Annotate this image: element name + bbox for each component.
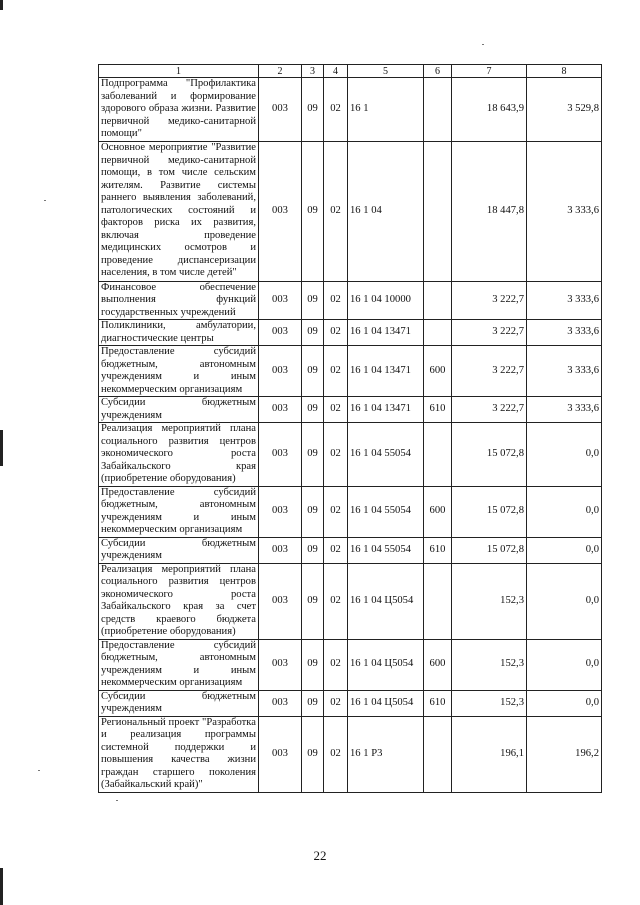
cell-ved: 003 xyxy=(259,716,302,792)
cell-rz: 09 xyxy=(302,639,324,690)
cell-csr: 16 1 xyxy=(348,78,424,142)
cell-sum-2: 0,0 xyxy=(527,690,602,716)
cell-vr: 600 xyxy=(424,486,452,537)
cell-sum-2: 3 333,6 xyxy=(527,397,602,423)
cell-vr xyxy=(424,141,452,281)
cell-pr: 02 xyxy=(324,346,348,397)
table-row xyxy=(99,423,602,487)
cell-pr: 02 xyxy=(324,690,348,716)
cell-sum-1: 152,3 xyxy=(452,690,527,716)
cell-ved: 003 xyxy=(259,141,302,281)
cell-vr: 610 xyxy=(424,537,452,563)
cell-pr: 02 xyxy=(324,563,348,639)
cell-rz: 09 xyxy=(302,78,324,142)
cell-pr: 02 xyxy=(324,397,348,423)
cell-rz: 09 xyxy=(302,320,324,346)
cell-csr: 16 1 04 Ц5054 xyxy=(348,690,424,716)
cell-vr xyxy=(424,78,452,142)
cell-vr xyxy=(424,716,452,792)
cell-ved: 003 xyxy=(259,397,302,423)
budget-table xyxy=(98,64,602,793)
cell-pr: 02 xyxy=(324,716,348,792)
table-row xyxy=(99,537,602,563)
cell-sum-1: 3 222,7 xyxy=(452,320,527,346)
cell-pr: 02 xyxy=(324,639,348,690)
cell-csr: 16 1 04 55054 xyxy=(348,423,424,487)
cell-vr: 600 xyxy=(424,346,452,397)
cell-ved: 003 xyxy=(259,486,302,537)
row-name: Основное мероприятие "Развитие первичной медико-санитарной помощи, в том числе сельским жителям. Развитие системы раннего выявления заболеваний, патологических состояний и факторов риска их развития, включая проведение медицинских осмотров и проведение диспансеризации населения, в том числе детей" xyxy=(99,141,259,281)
cell-pr: 02 xyxy=(324,537,348,563)
row-name: Реализация мероприятий плана социального развития центров экономического роста Забайкальского края (приобретение оборудования) xyxy=(99,423,259,487)
row-name: Финансовое обеспечение выполнения функций государственных учреждений xyxy=(99,281,259,320)
row-name: Субсидии бюджетным учреждениям xyxy=(99,397,259,423)
cell-sum-1: 15 072,8 xyxy=(452,486,527,537)
row-name: Реализация мероприятий плана социального развития центров экономического роста Забайкальского края за счет средств краевого бюджета (приобретение оборудования) xyxy=(99,563,259,639)
header-row xyxy=(99,65,602,78)
cell-csr: 16 1 04 13471 xyxy=(348,346,424,397)
cell-csr: 16 1 04 10000 xyxy=(348,281,424,320)
cell-rz: 09 xyxy=(302,423,324,487)
table-row xyxy=(99,639,602,690)
cell-sum-2: 3 333,6 xyxy=(527,346,602,397)
cell-pr: 02 xyxy=(324,78,348,142)
cell-rz: 09 xyxy=(302,563,324,639)
header-col-4: 4 xyxy=(324,65,348,78)
cell-csr: 16 1 P3 xyxy=(348,716,424,792)
cell-ved: 003 xyxy=(259,281,302,320)
cell-vr xyxy=(424,563,452,639)
table-row xyxy=(99,397,602,423)
cell-sum-2: 0,0 xyxy=(527,423,602,487)
cell-vr: 610 xyxy=(424,690,452,716)
cell-sum-1: 3 222,7 xyxy=(452,346,527,397)
scan-speck xyxy=(44,200,46,201)
scan-speck xyxy=(116,800,118,801)
cell-pr: 02 xyxy=(324,320,348,346)
page-number: 22 xyxy=(313,848,327,863)
cell-vr xyxy=(424,423,452,487)
cell-csr: 16 1 04 Ц5054 xyxy=(348,563,424,639)
cell-ved: 003 xyxy=(259,639,302,690)
cell-ved: 003 xyxy=(259,690,302,716)
cell-csr: 16 1 04 xyxy=(348,141,424,281)
cell-pr: 02 xyxy=(324,423,348,487)
cell-csr: 16 1 04 13471 xyxy=(348,397,424,423)
cell-ved: 003 xyxy=(259,320,302,346)
row-name: Предоставление субсидий бюджетным, автономным учреждениям и иным некоммерческим организациям xyxy=(99,486,259,537)
cell-rz: 09 xyxy=(302,346,324,397)
table-row xyxy=(99,281,602,320)
cell-sum-2: 0,0 xyxy=(527,537,602,563)
cell-ved: 003 xyxy=(259,78,302,142)
cell-sum-1: 196,1 xyxy=(452,716,527,792)
cell-sum-1: 18 447,8 xyxy=(452,141,527,281)
table-row xyxy=(99,78,602,142)
cell-ved: 003 xyxy=(259,346,302,397)
cell-sum-2: 196,2 xyxy=(527,716,602,792)
cell-sum-1: 15 072,8 xyxy=(452,423,527,487)
cell-sum-2: 3 333,6 xyxy=(527,141,602,281)
header-col-3: 3 xyxy=(302,65,324,78)
cell-sum-1: 152,3 xyxy=(452,563,527,639)
scan-speck xyxy=(38,770,40,771)
cell-rz: 09 xyxy=(302,141,324,281)
header-col-7: 7 xyxy=(452,65,527,78)
header-col-1: 1 xyxy=(99,65,259,78)
cell-ved: 003 xyxy=(259,423,302,487)
cell-pr: 02 xyxy=(324,486,348,537)
table-row xyxy=(99,690,602,716)
cell-vr: 600 xyxy=(424,639,452,690)
cell-rz: 09 xyxy=(302,281,324,320)
table-row xyxy=(99,563,602,639)
cell-csr: 16 1 04 Ц5054 xyxy=(348,639,424,690)
cell-sum-1: 3 222,7 xyxy=(452,397,527,423)
cell-sum-2: 0,0 xyxy=(527,639,602,690)
cell-rz: 09 xyxy=(302,397,324,423)
row-name: Субсидии бюджетным учреждениям xyxy=(99,537,259,563)
cell-rz: 09 xyxy=(302,486,324,537)
cell-ved: 003 xyxy=(259,537,302,563)
cell-sum-1: 15 072,8 xyxy=(452,537,527,563)
cell-vr xyxy=(424,320,452,346)
row-name: Предоставление субсидий бюджетным, автономным учреждениям и иным некоммерческим организациям xyxy=(99,639,259,690)
scan-border-marks xyxy=(0,0,4,905)
table-row xyxy=(99,346,602,397)
cell-sum-2: 0,0 xyxy=(527,486,602,537)
row-name: Подпрограмма "Профилактика заболеваний и формирование здорового образа жизни. Развитие первичной медико-санитарной помощи" xyxy=(99,78,259,142)
row-name: Поликлиники, амбулатории, диагностические центры xyxy=(99,320,259,346)
header-col-8: 8 xyxy=(527,65,602,78)
cell-vr xyxy=(424,281,452,320)
cell-sum-2: 3 333,6 xyxy=(527,320,602,346)
row-name: Региональный проект "Разработка и реализация программы системной поддержки и повышения качества жизни граждан старшего поколения (Забайкальский край)" xyxy=(99,716,259,792)
cell-sum-1: 152,3 xyxy=(452,639,527,690)
cell-rz: 09 xyxy=(302,716,324,792)
cell-sum-1: 18 643,9 xyxy=(452,78,527,142)
cell-ved: 003 xyxy=(259,563,302,639)
table-row xyxy=(99,141,602,281)
cell-pr: 02 xyxy=(324,281,348,320)
table-row xyxy=(99,320,602,346)
row-name: Предоставление субсидий бюджетным, автономным учреждениям и иным некоммерческим организациям xyxy=(99,346,259,397)
cell-rz: 09 xyxy=(302,537,324,563)
cell-sum-2: 3 333,6 xyxy=(527,281,602,320)
header-col-6: 6 xyxy=(424,65,452,78)
header-col-5: 5 xyxy=(348,65,424,78)
cell-pr: 02 xyxy=(324,141,348,281)
scan-speck xyxy=(482,44,484,45)
cell-csr: 16 1 04 13471 xyxy=(348,320,424,346)
table-row xyxy=(99,716,602,792)
table-row xyxy=(99,486,602,537)
cell-sum-2: 3 529,8 xyxy=(527,78,602,142)
cell-sum-1: 3 222,7 xyxy=(452,281,527,320)
row-name: Субсидии бюджетным учреждениям xyxy=(99,690,259,716)
cell-rz: 09 xyxy=(302,690,324,716)
header-col-2: 2 xyxy=(259,65,302,78)
cell-sum-2: 0,0 xyxy=(527,563,602,639)
cell-csr: 16 1 04 55054 xyxy=(348,537,424,563)
cell-csr: 16 1 04 55054 xyxy=(348,486,424,537)
cell-vr: 610 xyxy=(424,397,452,423)
